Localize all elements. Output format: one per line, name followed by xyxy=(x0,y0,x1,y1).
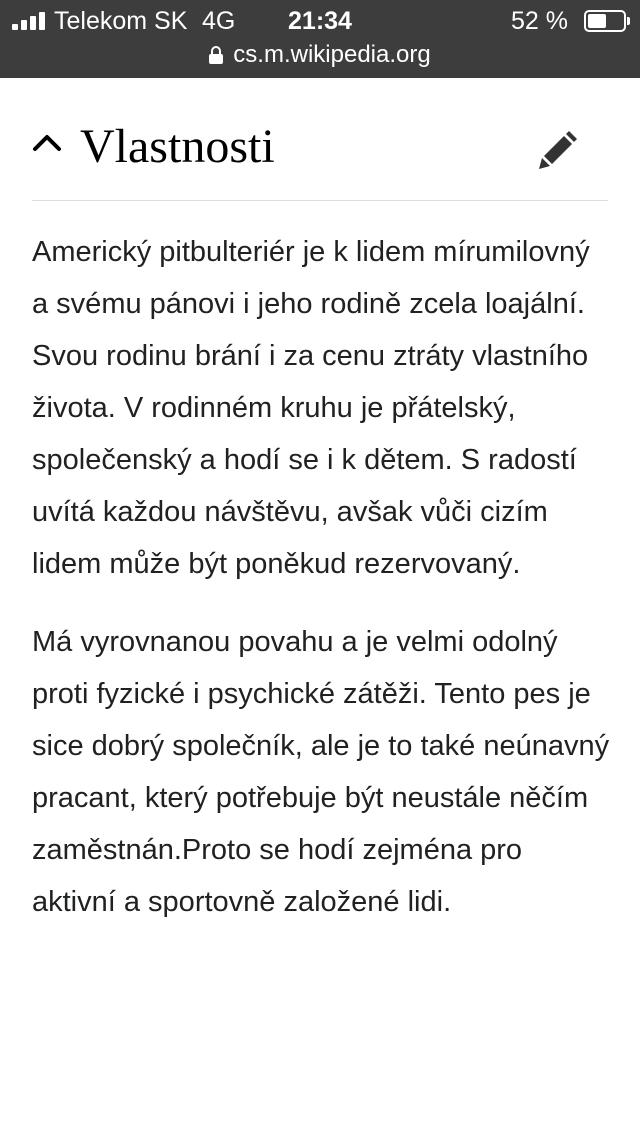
paragraph: Americký pitbulteriér je k lidem mírumilovný a svému pánovi i jeho rodině zcela loajální. Svou rodinu brání i za cenu ztráty vlastního života. V rodinném kruhu je přátelský, společenský a hodí se i k dětem. S radostí uvítá každou návštěvu, avšak vůči cizím lidem může být poněkud rezervovaný. xyxy=(32,236,590,580)
section-header[interactable] xyxy=(32,110,608,201)
clock: 21:34 xyxy=(288,7,352,35)
battery-percentage: 52 % xyxy=(511,7,568,35)
network-type: 4G xyxy=(202,7,236,35)
battery-icon xyxy=(584,10,630,32)
url-text: cs.m.wikipedia.org xyxy=(233,41,431,68)
chevron-up-icon[interactable] xyxy=(32,132,62,152)
lock-icon xyxy=(209,46,223,64)
pencil-icon[interactable] xyxy=(536,130,578,172)
address-bar[interactable] xyxy=(0,40,640,70)
article-content xyxy=(32,226,612,954)
section-title: Vlastnosti xyxy=(80,120,275,173)
paragraph: Má vyrovnanou povahu a je velmi odolný proti fyzické i psychické zátěži. Tento pes je sice dobrý společník, ale je to také neúnavný pracant, který potřebuje být neustále něčím zaměstnán.Proto se hodí zejména pro aktivní a sportovně založené lidi. xyxy=(32,626,610,918)
carrier-name: Telekom SK xyxy=(54,7,188,35)
status-bar xyxy=(0,0,640,78)
